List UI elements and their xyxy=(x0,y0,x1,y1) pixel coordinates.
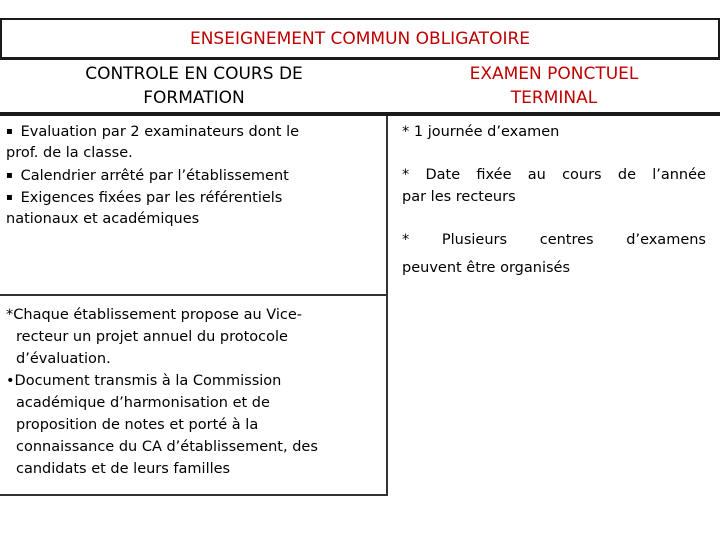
right-header-line-2: TERMINAL xyxy=(510,88,598,108)
word: de xyxy=(617,167,636,183)
protocol-box xyxy=(0,296,388,496)
terminal-exam-column xyxy=(388,116,720,496)
bullet-line xyxy=(6,121,380,143)
right-column-header xyxy=(388,60,720,116)
bullet-line xyxy=(6,187,380,209)
square-bullet-icon: ▪ xyxy=(6,126,13,137)
left-header-line-1: CONTROLE EN COURS DE xyxy=(85,64,303,84)
text-line: Exigences fixées par les référentiels xyxy=(20,189,283,206)
title-box xyxy=(0,18,720,60)
continuous-assessment-box xyxy=(0,116,388,296)
text-line: proposition de notes et porté à la xyxy=(16,417,259,433)
word: d’examens xyxy=(626,232,706,248)
text-line: connaissance du CA d’établissement, des xyxy=(16,439,318,455)
text-line: candidats et de leurs familles xyxy=(16,461,231,477)
word: * xyxy=(402,232,410,248)
word: centres xyxy=(539,232,594,248)
text-line: Calendrier arrêté par l’établissement xyxy=(20,167,289,184)
word: au xyxy=(527,167,546,183)
square-bullet-icon: ▪ xyxy=(6,169,13,181)
left-header-line-2: FORMATION xyxy=(143,88,245,108)
right-header-line-1: EXAMEN PONCTUEL xyxy=(469,64,639,84)
word: Plusieurs xyxy=(441,232,508,248)
square-bullet-icon: ▪ xyxy=(6,192,13,203)
centres-item-line-1 xyxy=(402,229,706,251)
exam-day-item: * 1 journée d’examen xyxy=(402,124,560,140)
left-column-header xyxy=(0,60,388,116)
date-item-line-1 xyxy=(402,164,706,186)
text-line: recteur un projet annuel du protocole xyxy=(16,329,288,345)
text-line: d’évaluation. xyxy=(16,351,111,367)
text-line: •Document transmis à la Commission xyxy=(6,373,282,389)
centres-item-line-2: peuvent être organisés xyxy=(402,260,570,276)
word: Date xyxy=(425,167,461,183)
text-line: *Chaque établissement propose au Vice- xyxy=(6,307,303,323)
bullet-line xyxy=(6,165,380,187)
page-title: ENSEIGNEMENT COMMUN OBLIGATOIRE xyxy=(189,28,531,49)
word: fixée xyxy=(476,167,512,183)
text-line: prof. de la classe. xyxy=(6,145,133,162)
word: l’année xyxy=(652,167,706,183)
word: cours xyxy=(562,167,602,183)
text-line: nationaux et académiques xyxy=(6,211,200,228)
text-line: Evaluation par 2 examinateurs dont le xyxy=(20,123,300,140)
text-line: académique d’harmonisation et de xyxy=(16,395,270,411)
date-item-line-2: par les recteurs xyxy=(402,189,516,205)
word: * xyxy=(402,167,410,183)
